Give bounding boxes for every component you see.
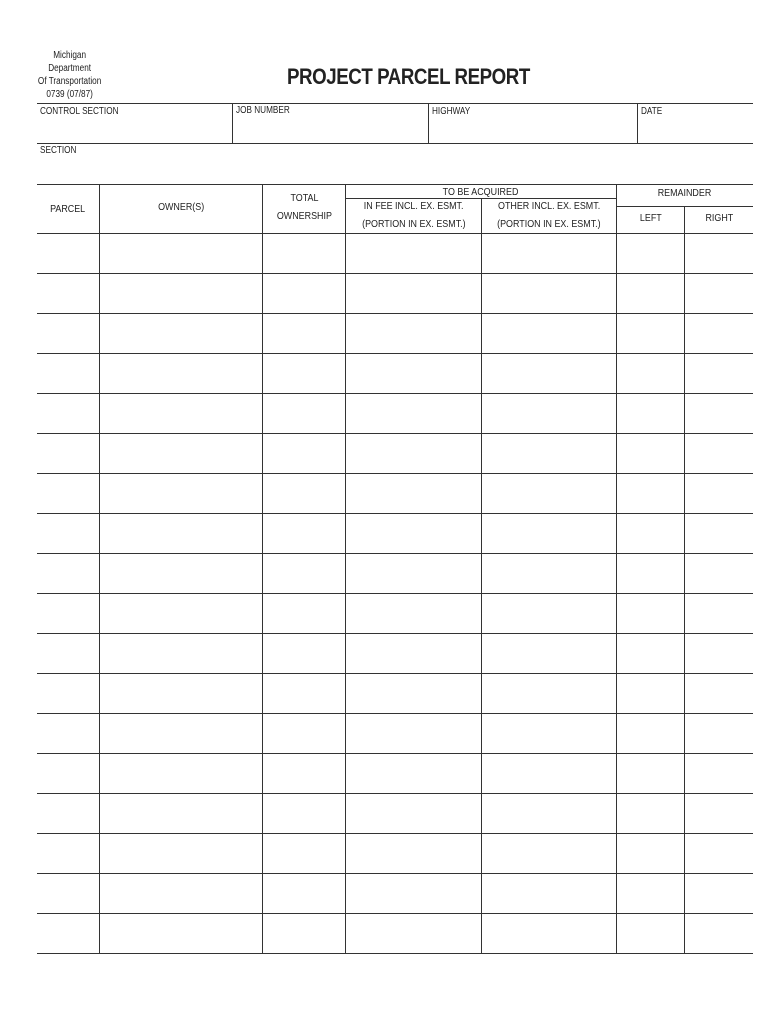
other-cell[interactable] [481,474,616,514]
table-row [37,874,753,914]
other-cell[interactable] [481,714,616,754]
remainder-left-cell[interactable] [616,394,684,434]
remainder-left-cell[interactable] [616,234,684,274]
parcel-cell[interactable] [37,554,99,594]
table-row [37,634,753,674]
col-header-total-ownership: TOTAL OWNERSHIP [276,192,332,222]
other-cell[interactable] [481,594,616,634]
owners-cell[interactable] [99,354,262,394]
highway-field[interactable]: HIGHWAY [432,106,471,117]
table-row [37,274,753,314]
parcel-cell[interactable] [37,474,99,514]
in-fee-cell[interactable] [345,594,481,634]
table-row [37,514,753,554]
remainder-left-cell[interactable] [616,554,684,594]
owners-cell[interactable] [99,434,262,474]
remainder-left-cell[interactable] [616,714,684,754]
parcel-cell[interactable] [37,514,99,554]
table-row [37,594,753,634]
table-row [37,474,753,514]
parcel-cell[interactable] [37,234,99,274]
remainder-right-cell[interactable] [684,554,753,594]
table-row [37,434,753,474]
in-fee-cell[interactable] [345,754,481,794]
page-title: PROJECT PARCEL REPORT [287,64,530,89]
parcel-cell[interactable] [37,434,99,474]
total-ownership-cell[interactable] [262,794,345,834]
header-divider [232,103,233,143]
col-header-right: RIGHT [705,212,733,224]
table-row [37,714,753,754]
owners-cell[interactable] [99,794,262,834]
control-section-field[interactable]: CONTROL SECTION [40,106,119,117]
remainder-left-cell[interactable] [616,914,684,954]
total-ownership-cell[interactable] [262,754,345,794]
owners-cell[interactable] [99,394,262,434]
other-cell[interactable] [481,794,616,834]
other-cell[interactable] [481,274,616,314]
other-cell[interactable] [481,554,616,594]
remainder-right-cell[interactable] [684,274,753,314]
remainder-right-cell[interactable] [684,874,753,914]
other-cell[interactable] [481,874,616,914]
agency-line-2: Of Transportation [37,76,102,87]
table-row [37,314,753,354]
in-fee-cell[interactable] [345,714,481,754]
remainder-left-cell[interactable] [616,274,684,314]
remainder-left-cell[interactable] [616,434,684,474]
owners-cell[interactable] [99,874,262,914]
table-row [37,394,753,434]
in-fee-cell[interactable] [345,834,481,874]
remainder-left-cell[interactable] [616,634,684,674]
parcel-cell[interactable] [37,754,99,794]
col-header-other: OTHER INCL. EX. ESMT. (PORTION IN EX. ESMT.) [497,200,601,230]
in-fee-cell[interactable] [345,434,481,474]
job-number-field[interactable]: JOB NUMBER [236,105,290,116]
remainder-right-cell[interactable] [684,434,753,474]
remainder-right-cell[interactable] [684,794,753,834]
remainder-right-cell[interactable] [684,314,753,354]
owners-cell[interactable] [99,714,262,754]
total-ownership-cell[interactable] [262,554,345,594]
total-ownership-cell[interactable] [262,514,345,554]
col-header-remainder: REMAINDER [658,187,712,199]
parcel-cell[interactable] [37,274,99,314]
table-row [37,754,753,794]
parcel-cell[interactable] [37,674,99,714]
parcel-cell[interactable] [37,354,99,394]
total-ownership-cell[interactable] [262,394,345,434]
in-fee-cell[interactable] [345,554,481,594]
remainder-right-cell[interactable] [684,674,753,714]
other-cell[interactable] [481,354,616,394]
header-bottom-rule [37,143,753,144]
parcel-cell[interactable] [37,794,99,834]
table-row [37,554,753,594]
col-header-to-be-acquired: TO BE ACQUIRED [443,186,519,198]
agency-block [36,49,103,101]
remainder-right-cell[interactable] [684,714,753,754]
in-fee-cell[interactable] [345,394,481,434]
other-cell[interactable] [481,394,616,434]
other-cell[interactable] [481,314,616,354]
total-ownership-cell[interactable] [262,314,345,354]
total-ownership-cell[interactable] [262,714,345,754]
table-row [37,354,753,394]
in-fee-cell[interactable] [345,274,481,314]
total-ownership-cell[interactable] [262,674,345,714]
remainder-right-cell[interactable] [684,394,753,434]
in-fee-cell[interactable] [345,234,481,274]
owners-cell[interactable] [99,754,262,794]
total-ownership-cell[interactable] [262,634,345,674]
form-number: 0739 (07/87) [46,89,93,100]
in-fee-cell[interactable] [345,914,481,954]
in-fee-cell[interactable] [345,474,481,514]
owners-cell[interactable] [99,914,262,954]
table-row [37,794,753,834]
total-ownership-cell[interactable] [262,434,345,474]
parcel-cell[interactable] [37,314,99,354]
other-cell[interactable] [481,754,616,794]
remainder-left-cell[interactable] [616,754,684,794]
parcel-cell[interactable] [37,634,99,674]
col-header-parcel: PARCEL [50,203,86,215]
total-ownership-cell[interactable] [262,234,345,274]
other-cell[interactable] [481,674,616,714]
col-header-left: LEFT [639,212,662,224]
header-top-rule [37,103,753,104]
other-cell[interactable] [481,834,616,874]
in-fee-cell[interactable] [345,514,481,554]
owners-cell[interactable] [99,634,262,674]
in-fee-cell[interactable] [345,794,481,834]
remainder-left-cell[interactable] [616,874,684,914]
other-cell[interactable] [481,514,616,554]
agency-line-1: Michigan Department [48,50,92,74]
owners-cell[interactable] [99,514,262,554]
other-cell[interactable] [481,234,616,274]
owners-cell[interactable] [99,474,262,514]
remainder-right-cell[interactable] [684,594,753,634]
remainder-left-cell[interactable] [616,834,684,874]
parcel-cell[interactable] [37,594,99,634]
owners-cell[interactable] [99,314,262,354]
remainder-left-cell[interactable] [616,354,684,394]
remainder-underline [617,206,753,207]
parcel-table [37,234,753,954]
total-ownership-cell[interactable] [262,274,345,314]
owners-cell[interactable] [99,274,262,314]
remainder-right-cell[interactable] [684,754,753,794]
total-ownership-cell[interactable] [262,354,345,394]
total-ownership-cell[interactable] [262,914,345,954]
remainder-left-cell[interactable] [616,794,684,834]
table-row [37,234,753,274]
remainder-right-cell[interactable] [684,234,753,274]
remainder-left-cell[interactable] [616,514,684,554]
total-ownership-cell[interactable] [262,874,345,914]
in-fee-cell[interactable] [345,314,481,354]
parcel-cell[interactable] [37,714,99,754]
remainder-right-cell[interactable] [684,914,753,954]
total-ownership-cell[interactable] [262,594,345,634]
remainder-right-cell[interactable] [684,514,753,554]
header-divider [428,103,429,143]
remainder-left-cell[interactable] [616,314,684,354]
remainder-left-cell[interactable] [616,474,684,514]
parcel-cell[interactable] [37,834,99,874]
remainder-left-cell[interactable] [616,674,684,714]
owners-cell[interactable] [99,674,262,714]
parcel-cell[interactable] [37,914,99,954]
col-header-owners: OWNER(S) [157,201,205,213]
owners-cell[interactable] [99,234,262,274]
in-fee-cell[interactable] [345,354,481,394]
col-header-in-fee: IN FEE INCL. EX. ESMT. (PORTION IN EX. ESMT.) [361,200,466,230]
other-cell[interactable] [481,434,616,474]
remainder-right-cell[interactable] [684,834,753,874]
parcel-cell[interactable] [37,874,99,914]
total-ownership-cell[interactable] [262,474,345,514]
table-row [37,834,753,874]
section-field[interactable]: SECTION [40,145,77,156]
table-row [37,674,753,714]
other-cell[interactable] [481,634,616,674]
parcel-cell[interactable] [37,394,99,434]
header-divider [637,103,638,143]
remainder-right-cell[interactable] [684,474,753,514]
remainder-left-cell[interactable] [616,594,684,634]
table-row [37,914,753,954]
remainder-right-cell[interactable] [684,634,753,674]
owners-cell[interactable] [99,554,262,594]
owners-cell[interactable] [99,834,262,874]
total-ownership-cell[interactable] [262,834,345,874]
in-fee-cell[interactable] [345,874,481,914]
owners-cell[interactable] [99,594,262,634]
in-fee-cell[interactable] [345,674,481,714]
date-field[interactable]: DATE [641,106,663,117]
in-fee-cell[interactable] [345,634,481,674]
remainder-right-cell[interactable] [684,354,753,394]
other-cell[interactable] [481,914,616,954]
